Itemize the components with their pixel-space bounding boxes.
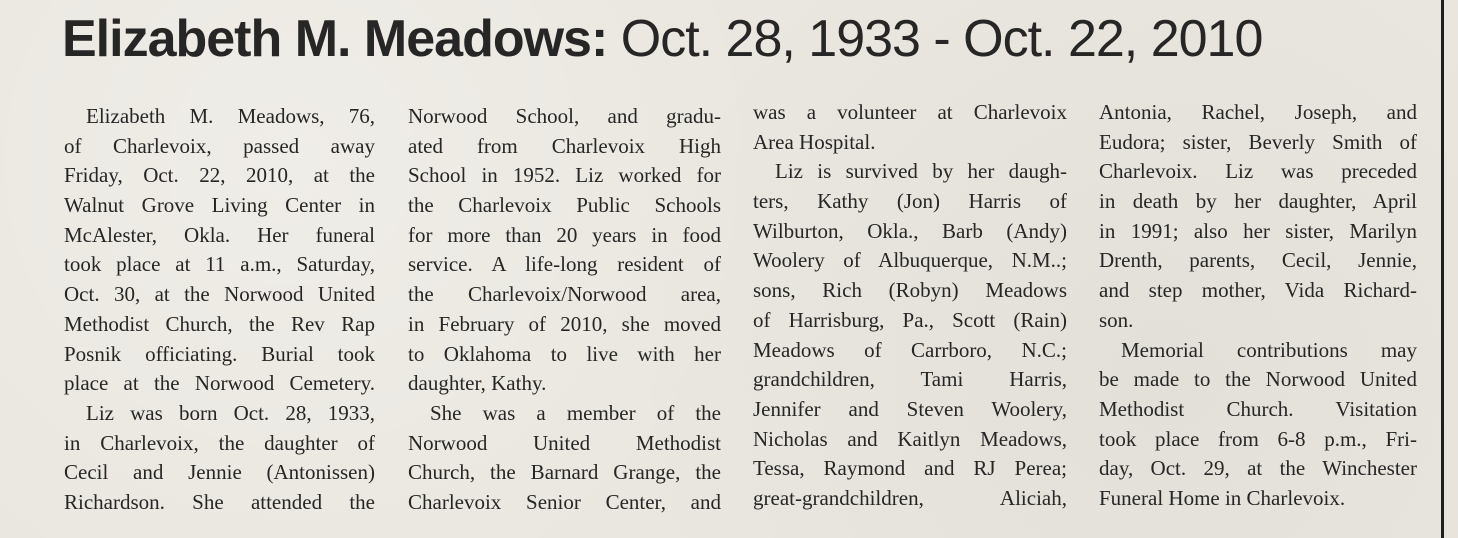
text-line: Richardson. She attended the <box>64 489 375 514</box>
text-line: and step mother, Vida Richard- <box>1099 278 1417 303</box>
text-line: ated from Charlevoix High <box>408 133 721 158</box>
headline-dates: Oct. 28, 1933 - Oct. 22, 2010 <box>620 10 1263 68</box>
text-line: in death by her daughter, April <box>1099 189 1417 214</box>
text-line: Elizabeth M. Meadows, 76, <box>86 104 375 128</box>
text-line: Church, the Barnard Grange, the <box>408 460 721 485</box>
text-column-4 <box>1099 98 1417 514</box>
text-line: Oct. 30, at the Norwood United <box>64 282 375 307</box>
text-line: son. <box>1099 307 1134 332</box>
text-line: took place from 6-8 p.m., Fri- <box>1099 426 1417 451</box>
text-line: Walnut Grove Living Center in <box>64 193 375 218</box>
text-line: McAlester, Okla. Her funeral <box>64 222 375 247</box>
text-line: the Charlevoix/Norwood area, <box>408 282 721 307</box>
text-line: Eudora; sister, Beverly Smith of <box>1099 129 1417 154</box>
text-line: Charlevoix Senior Center, and <box>408 489 721 514</box>
text-line: Liz is survived by her daugh- <box>775 159 1067 184</box>
text-line: Area Hospital. <box>753 129 876 154</box>
text-line: daughter, Kathy. <box>408 371 547 396</box>
text-line: School in 1952. Liz worked for <box>408 163 721 188</box>
text-line: day, Oct. 29, at the Winchester <box>1099 456 1417 481</box>
text-line: She was a member of the <box>430 400 721 425</box>
text-column-3 <box>753 98 1067 514</box>
text-line: Antonia, Rachel, Joseph, and <box>1099 100 1417 124</box>
text-line: be made to the Norwood United <box>1099 367 1417 392</box>
text-line: grandchildren, Tami Harris, <box>753 367 1067 392</box>
text-column-1 <box>64 102 375 518</box>
text-line: Wilburton, Okla., Barb (Andy) <box>753 218 1067 243</box>
text-line: Jennifer and Steven Woolery, <box>753 396 1067 421</box>
text-line: for more than 20 years in food <box>408 222 721 247</box>
text-line: sons, Rich (Robyn) Meadows <box>753 278 1067 303</box>
text-line: Friday, Oct. 22, 2010, at the <box>64 163 375 188</box>
text-line: Cecil and Jennie (Antonissen) <box>64 460 375 485</box>
text-line: place at the Norwood Cemetery. <box>64 371 375 396</box>
text-line: service. A life-long resident of <box>408 252 721 277</box>
column-rule <box>1441 0 1444 538</box>
text-line: Norwood School, and gradu- <box>408 104 721 128</box>
text-line: Methodist Church. Visitation <box>1099 396 1417 421</box>
text-line: in 1991; also her sister, Marilyn <box>1099 218 1417 243</box>
text-line: Woolery of Albuquerque, N.M..; <box>753 248 1067 273</box>
text-line: in February of 2010, she moved <box>408 311 721 336</box>
text-line: Methodist Church, the Rev Rap <box>64 311 375 336</box>
text-line: Meadows of Carrboro, N.C.; <box>753 337 1067 362</box>
text-line: ters, Kathy (Jon) Harris of <box>753 189 1067 214</box>
text-line: of Charlevoix, passed away <box>64 133 375 158</box>
text-line: Funeral Home in Charlevoix. <box>1099 485 1346 510</box>
text-line: took place at 11 a.m., Saturday, <box>64 252 375 277</box>
text-line: Posnik officiating. Burial took <box>64 341 375 366</box>
text-line: Nicholas and Kaitlyn Meadows, <box>753 426 1067 451</box>
text-line: great-grandchildren, Aliciah, <box>753 485 1067 510</box>
text-line: was a volunteer at Charlevoix <box>753 100 1067 124</box>
text-line: Charlevoix. Liz was preceded <box>1099 159 1417 184</box>
text-line: Liz was born Oct. 28, 1933, <box>86 400 375 425</box>
obituary-headline <box>62 6 1262 72</box>
text-column-2 <box>408 102 721 518</box>
text-line: Norwood United Methodist <box>408 430 721 455</box>
text-line: Memorial contributions may <box>1121 337 1417 362</box>
text-line: Tessa, Raymond and RJ Perea; <box>753 456 1067 481</box>
text-line: the Charlevoix Public Schools <box>408 193 721 218</box>
text-line: to Oklahoma to live with her <box>408 341 721 366</box>
text-line: in Charlevoix, the daughter of <box>64 430 375 455</box>
headline-name: Elizabeth M. Meadows: <box>62 10 608 68</box>
text-line: of Harrisburg, Pa., Scott (Rain) <box>753 307 1067 332</box>
text-line: Drenth, parents, Cecil, Jennie, <box>1099 248 1417 273</box>
